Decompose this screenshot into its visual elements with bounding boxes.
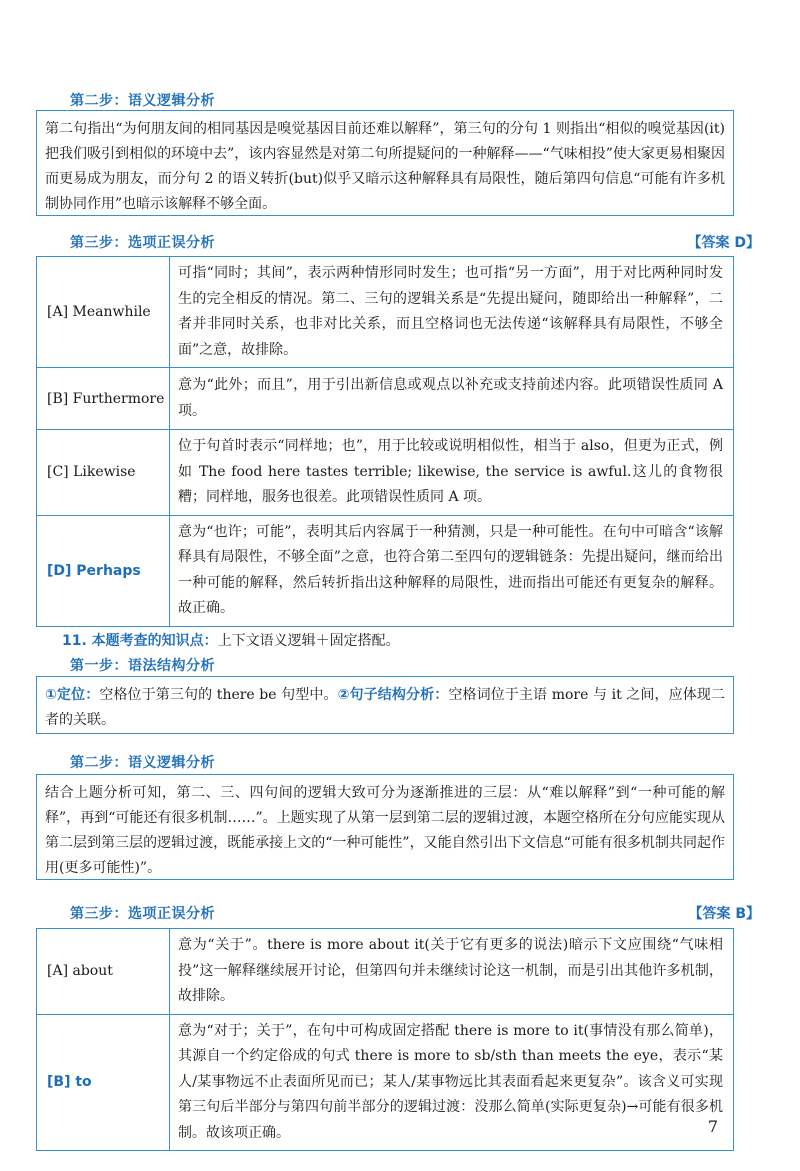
q11-answer-tag: 【答案 B】	[688, 906, 760, 922]
option-row-d	[37, 515, 734, 626]
option-row-a	[37, 929, 734, 1015]
q11-step1-text: ①定位：空格位于第三句的 there be 句型中。②句子结构分析：空格词位于主语 more 与 it 之间，应体现二者的关联。	[45, 687, 725, 728]
q10-step2-box	[36, 110, 734, 216]
q11-header-num: 11. 本题考查的知识点：	[62, 633, 218, 649]
q10-step2-text: 第二句指出“为何朋友间的相同基因是嗅觉基因目前还难以解释”，第三句的分句 1 则指出“相似的嗅觉基因(it)把我们吸引到相似的环境中去”，该内容显然是对第二句所提疑问的一种解释——“气味相投”使大家更易相聚因而更易成为朋友，而分句 2 的语义转折(but)似乎又暗示这种解释具有局限性，随后第四句信息“可能有许多机制协同作用”也暗示该解释不够全面。	[45, 121, 725, 212]
q11-step2-box	[36, 774, 734, 880]
q11-step1-label1: ①定位：	[45, 687, 100, 703]
option-label-correct: [B] to	[37, 1014, 170, 1151]
q11-step2-text: 结合上题分析可知，第二、三、四句间的逻辑大致可分为逐渐推进的三层：从“难以解释”到“一种可能的解释”，再到“可能还有很多机制……”。上题实现了从第一层到第二层的逻辑过渡，本题空格所在分句应能实现从第二层到第三层的逻辑过渡，既能承接上文的“一种可能性”，又能自然引出下文信息“可能有很多机制共同起作用(更多可能性)”。	[45, 785, 725, 876]
q11-header	[62, 630, 400, 650]
option-explanation: 意为“关于”。there is more about it(关于它有更多的说法)暗示下文应围绕“气味相投”这一解释继续展开讨论，但第四句并未继续讨论这一机制，而是引出其他许多机制，故排除。	[170, 929, 734, 1015]
option-explanation: 意为“对于；关于”，在句中可构成固定搭配 there is more to it(事情没有那么简单)，其源自一个约定俗成的句式 there is more to sb/sth than meets the eye，表示“某人/某事物远不止表面所见而已；某人/某事物远比其表面看起来更复杂”。该含义可实现第三句后半部分与第四句前半部分的逻辑过渡：没那么简单(实际更复杂)→可能有很多机制。故该项正确。	[170, 1014, 734, 1151]
option-explanation: 位于句首时表示“同样地；也”，用于比较或说明相似性，相当于 also，但更为正式，例如 The food here tastes terrible; likewise, the service is awful.这儿的食物很糟；同样地，服务也很差。此项错误性质同 A 项。	[170, 430, 734, 516]
q11-step1-box	[36, 676, 734, 734]
option-label: [A] Meanwhile	[37, 257, 170, 368]
q11-step3-title: 第三步：选项正误分析	[70, 906, 215, 922]
q10-options-table	[36, 256, 734, 627]
option-explanation: 可指“同时；其间”，表示两种情形同时发生；也可指“另一方面”，用于对比两种同时发生的完全相反的情况。第二、三句的逻辑关系是“先提出疑问，随即给出一种解释”，二者并非同时关系，也非对比关系，而且空格词也无法传递“该解释具有局限性，不够全面”之意，故排除。	[170, 257, 734, 368]
q10-step2-title: 第二步：语义逻辑分析	[70, 93, 215, 109]
option-row-a	[37, 257, 734, 368]
q11-step1-title: 第一步：语法结构分析	[70, 658, 215, 674]
option-row-b	[37, 1014, 734, 1151]
option-label-correct: [D] Perhaps	[37, 515, 170, 626]
q10-answer-tag: 【答案 D】	[687, 235, 760, 251]
option-explanation: 意为“此外；而且”，用于引出新信息或观点以补充或支持前述内容。此项错误性质同 A 项。	[170, 368, 734, 430]
option-label: [B] Furthermore	[37, 368, 170, 430]
option-row-c	[37, 430, 734, 516]
option-explanation: 意为“也许；可能”，表明其后内容属于一种猜测，只是一种可能性。在句中可暗含“该解释具有局限性，不够全面”之意，也符合第二至四句的逻辑链条：先提出疑问，继而给出一种可能的解释，然后转折指出这种解释的局限性，进而指出可能还有更复杂的解释。故正确。	[170, 515, 734, 626]
option-label: [A] about	[37, 929, 170, 1015]
option-row-b	[37, 368, 734, 430]
q11-header-text: 上下文语义逻辑＋固定搭配。	[217, 633, 400, 649]
option-label: [C] Likewise	[37, 430, 170, 516]
q11-step2-title: 第二步：语义逻辑分析	[70, 755, 215, 771]
q10-step3-title: 第三步：选项正误分析	[70, 235, 215, 251]
q11-step1-label2: ②句子结构分析：	[337, 687, 449, 703]
q11-options-table	[36, 928, 734, 1151]
page-number: 7	[707, 1117, 718, 1136]
